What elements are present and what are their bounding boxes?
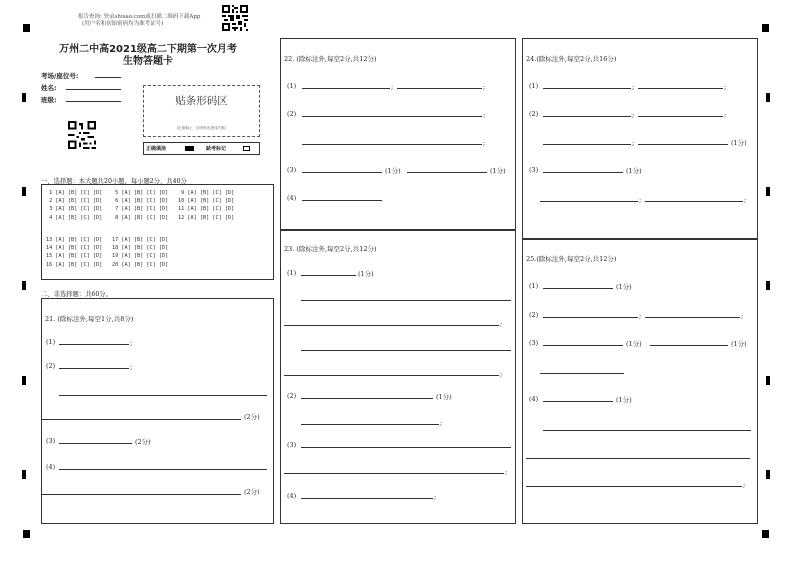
choice-bubble-a[interactable]: [A] [121, 206, 134, 213]
choice-bubble-d[interactable]: [D] [92, 245, 103, 252]
choice-row-q15[interactable] [46, 253, 102, 259]
q21-title: 21. (除标注外,每空1分,共8分) [45, 315, 134, 323]
choice-bubble-d[interactable]: [D] [158, 253, 169, 260]
choice-row-q16[interactable] [46, 262, 102, 268]
semicolon: ; [130, 363, 133, 371]
q23-blank[interactable] [284, 473, 504, 474]
choice-bubble-b[interactable]: [B] [67, 206, 81, 213]
choice-bubble-b[interactable]: [B] [199, 214, 213, 221]
question-number: 19 [112, 253, 122, 260]
choice-bubble-c[interactable]: [C] [80, 245, 93, 252]
q25-blank[interactable] [543, 430, 751, 431]
semicolon: ; [483, 139, 486, 147]
q25-blank[interactable] [526, 458, 750, 459]
report-notice: 报告查询: 登录shisao.com或扫描二维码下载App [78, 14, 201, 20]
q23-blank[interactable] [301, 300, 511, 301]
choice-row-q7[interactable] [112, 206, 168, 212]
choice-bubble-a[interactable]: [A] [121, 214, 134, 221]
timing-mark [22, 93, 26, 102]
password-notice: (用户名和初始密码均为准考证号) [82, 21, 164, 27]
q21-blank[interactable] [59, 443, 132, 444]
question-number: 17 [112, 237, 122, 243]
q22-points: (1分) [490, 167, 506, 175]
q25-item-4: (4) [529, 395, 539, 403]
semicolon: ; [130, 339, 133, 347]
semicolon: ; [743, 481, 746, 489]
choice-row-q3[interactable] [46, 206, 102, 212]
q25-points: (1分) [616, 283, 632, 291]
q25-item-1: (1) [529, 282, 539, 290]
q22-blank[interactable] [302, 144, 482, 145]
q24-item-3: (3) [529, 166, 539, 174]
q23-blank[interactable] [301, 424, 439, 425]
correct-fill-label: 正确填涂 [146, 146, 167, 152]
q22-item-4: (4) [287, 194, 297, 202]
q23-blank[interactable] [301, 447, 511, 448]
q23-blank[interactable] [284, 325, 499, 326]
choice-bubble-b[interactable]: [B] [133, 245, 147, 252]
choice-bubble-d[interactable]: [D] [158, 261, 169, 268]
filled-sample-icon [185, 146, 194, 151]
corner-mark-top-left [23, 24, 30, 32]
semicolon: ; [500, 370, 503, 378]
semicolon: ; [639, 312, 642, 320]
choice-bubble-d[interactable]: [D] [92, 206, 103, 213]
q23-item-2: (2) [287, 392, 297, 400]
semicolon: ; [632, 83, 635, 91]
q24-blank[interactable] [645, 201, 743, 202]
semicolon: ; [632, 111, 635, 119]
q21-blank[interactable] [59, 344, 129, 345]
choice-bubble-d[interactable]: [D] [92, 190, 103, 196]
semicolon: ; [434, 493, 437, 501]
q25-points: (1分) [626, 340, 642, 348]
choice-bubble-b[interactable]: [B] [199, 198, 213, 205]
choice-bubble-c[interactable]: [C] [80, 253, 93, 260]
q24-item-2: (2) [529, 110, 539, 118]
choice-bubble-b[interactable]: [B] [67, 237, 81, 243]
choice-bubble-a[interactable]: [A] [121, 261, 134, 268]
q24-title: 24.(除标注外,每空2分,共16分) [526, 55, 617, 63]
q25-blank[interactable] [543, 317, 638, 318]
q21-item-4: (4) [46, 463, 56, 471]
q21-answer-box [41, 298, 274, 524]
q25-blank[interactable] [543, 345, 623, 346]
timing-mark [766, 470, 770, 479]
question-number: 7 [112, 206, 122, 213]
q22-item-3: (3) [287, 166, 297, 174]
choice-row-q8[interactable] [112, 215, 168, 221]
question-number: 14 [46, 245, 56, 252]
question-number: 13 [46, 237, 56, 243]
q21-item-1: (1) [46, 338, 56, 346]
choice-bubble-a[interactable]: [A] [121, 190, 134, 196]
q23-blank[interactable] [301, 350, 511, 351]
choice-bubble-a[interactable]: [A] [121, 237, 134, 243]
q25-item-3: (3) [529, 339, 539, 347]
choice-bubble-c[interactable]: [C] [146, 245, 159, 252]
choice-bubble-c[interactable]: [C] [146, 253, 159, 260]
q21-blank[interactable] [59, 395, 267, 396]
choice-bubble-a[interactable]: [A] [55, 237, 68, 243]
q21-item-3: (3) [46, 437, 56, 445]
q22-blank[interactable] [302, 200, 382, 201]
timing-mark [766, 376, 770, 385]
question-number: 20 [112, 261, 122, 268]
question-number: 8 [112, 214, 122, 221]
q22-blank[interactable] [407, 172, 487, 173]
semicolon: ; [505, 468, 508, 476]
q23-points: (1分) [436, 393, 452, 401]
choice-bubble-b[interactable]: [B] [67, 190, 81, 196]
choice-row-q2[interactable] [46, 198, 102, 204]
question-number: 11 [178, 206, 188, 213]
q22-blank[interactable] [397, 88, 482, 89]
q22-blank[interactable] [302, 116, 482, 117]
name-label: 姓名: [41, 84, 57, 92]
semicolon: ; [741, 312, 744, 320]
choice-bubble-b[interactable]: [B] [199, 190, 213, 196]
choice-bubble-b[interactable]: [B] [67, 245, 81, 252]
choice-bubble-d[interactable]: [D] [92, 253, 103, 260]
class-field[interactable] [66, 101, 121, 102]
exam-room-field[interactable] [95, 77, 121, 78]
semicolon: ; [639, 196, 642, 204]
choice-bubble-a[interactable]: [A] [121, 253, 134, 260]
choice-bubble-c[interactable]: [C] [212, 190, 225, 196]
section2-heading: 二、非选择题：共60分。 [41, 291, 112, 298]
timing-mark [766, 281, 770, 290]
choice-bubble-d[interactable]: [D] [158, 245, 169, 252]
question-number: 1 [46, 190, 56, 196]
q21-item-2: (2) [46, 362, 56, 370]
q24-points: (1分) [626, 167, 642, 175]
choice-bubble-c[interactable]: [C] [80, 206, 93, 213]
q23-blank[interactable] [284, 375, 499, 376]
absent-mark-label: 缺考标记 [206, 146, 227, 152]
choice-bubble-c[interactable]: [C] [80, 237, 93, 243]
choice-bubble-a[interactable]: [A] [55, 206, 68, 213]
q24-blank[interactable] [638, 144, 728, 145]
q24-blank[interactable] [638, 88, 723, 89]
q22-title: 22. (除标注外,每空2分,共12分) [284, 55, 377, 63]
q24-blank[interactable] [638, 116, 723, 117]
semicolon: ; [483, 83, 486, 91]
choice-bubble-a[interactable]: [A] [55, 245, 68, 252]
q21-blank[interactable] [41, 494, 241, 495]
exam-room-label: 考场/座位号: [41, 72, 79, 80]
q24-blank[interactable] [543, 144, 631, 145]
q22-item-2: (2) [287, 110, 297, 118]
corner-mark-top-right [762, 24, 769, 32]
choice-bubble-d[interactable]: [D] [158, 206, 169, 213]
q25-blank[interactable] [526, 486, 742, 487]
q23-item-3: (3) [287, 441, 297, 449]
choice-bubble-c[interactable]: [C] [212, 198, 225, 205]
semicolon: ; [391, 83, 394, 91]
barcode-note: (正面朝上，切勿贴出虚线方框) [176, 126, 227, 130]
choice-bubble-b[interactable]: [B] [133, 261, 147, 268]
semicolon: ; [724, 83, 727, 91]
choice-row-q1[interactable] [46, 190, 102, 196]
q24-points: (1分) [731, 139, 747, 147]
question-number: 18 [112, 245, 122, 252]
q21-blank[interactable] [59, 368, 129, 369]
question-number: 9 [178, 190, 188, 196]
timing-mark [766, 93, 770, 102]
question-number: 12 [178, 214, 188, 221]
choice-bubble-c[interactable]: [C] [80, 190, 93, 196]
semicolon: ; [632, 139, 635, 147]
q23-blank[interactable] [301, 498, 433, 499]
choice-bubble-b[interactable]: [B] [67, 214, 81, 221]
choice-bubble-d[interactable]: [D] [158, 237, 169, 243]
semicolon: ; [500, 320, 503, 328]
choice-bubble-d[interactable]: [D] [92, 198, 103, 205]
choice-bubble-a[interactable]: [A] [187, 190, 200, 196]
q25-points: (1分) [731, 340, 747, 348]
semicolon: ; [724, 111, 727, 119]
q21-blank[interactable] [59, 469, 267, 470]
q24-blank[interactable] [543, 88, 631, 89]
choice-bubble-c[interactable]: [C] [146, 214, 159, 221]
choice-row-q13[interactable] [46, 237, 102, 243]
choice-row-q20[interactable] [112, 262, 168, 268]
question-number: 3 [46, 206, 56, 213]
q23-item-1: (1) [287, 269, 297, 277]
choice-bubble-a[interactable]: [A] [55, 261, 68, 268]
choice-bubble-d[interactable]: [D] [224, 190, 235, 196]
q24-blank[interactable] [543, 116, 631, 117]
choice-bubble-d[interactable]: [D] [158, 214, 169, 221]
q25-blank[interactable] [543, 401, 613, 402]
q25-blank[interactable] [645, 317, 740, 318]
choice-bubble-c[interactable]: [C] [146, 206, 159, 213]
choice-bubble-b[interactable]: [B] [199, 206, 213, 213]
q22-blank[interactable] [302, 172, 382, 173]
barcode-title: 贴条形码区 [175, 95, 228, 107]
choice-bubble-c[interactable]: [C] [146, 261, 159, 268]
qr-code-icon [222, 5, 248, 31]
choice-row-q4[interactable] [46, 215, 102, 221]
choice-row-q10[interactable] [178, 198, 234, 204]
absent-checkbox[interactable] [243, 146, 250, 151]
q24-blank[interactable] [543, 172, 623, 173]
exam-title: 万州二中高2021级高二下期第一次月考 [59, 44, 237, 55]
semicolon: ; [440, 419, 443, 427]
choice-row-q6[interactable] [112, 198, 168, 204]
choice-bubble-c[interactable]: [C] [212, 214, 225, 221]
choice-bubble-b[interactable]: [B] [133, 198, 147, 205]
q21-points: (2分) [135, 438, 151, 446]
choice-bubble-c[interactable]: [C] [146, 190, 159, 196]
q25-points: (1分) [616, 396, 632, 404]
timing-mark [22, 470, 26, 479]
question-number: 15 [46, 253, 56, 260]
choice-bubble-b[interactable]: [B] [67, 198, 81, 205]
question-number: 2 [46, 198, 56, 205]
choice-bubble-c[interactable]: [C] [212, 206, 225, 213]
timing-mark [22, 376, 26, 385]
q22-item-1: (1) [287, 82, 297, 90]
q22-points: (1分) [385, 167, 401, 175]
q25-item-2: (2) [529, 311, 539, 319]
q25-blank[interactable] [543, 288, 613, 289]
q25-blank[interactable] [650, 345, 728, 346]
choice-bubble-b[interactable]: [B] [133, 206, 147, 213]
choice-bubble-b[interactable]: [B] [133, 214, 147, 221]
q25-blank[interactable] [540, 373, 624, 374]
choice-row-q17[interactable] [112, 237, 168, 243]
choice-bubble-a[interactable]: [A] [55, 214, 68, 221]
choice-row-q11[interactable] [178, 206, 234, 212]
choice-bubble-c[interactable]: [C] [80, 198, 93, 205]
choice-bubble-d[interactable]: [D] [224, 206, 235, 213]
timing-mark [22, 281, 26, 290]
question-number: 5 [112, 190, 122, 196]
choice-bubble-a[interactable]: [A] [187, 214, 200, 221]
name-field[interactable] [66, 89, 121, 90]
choice-bubble-d[interactable]: [D] [158, 198, 169, 205]
exam-subtitle: 生物答题卡 [123, 56, 173, 67]
q24-blank[interactable] [540, 201, 638, 202]
choice-row-q18[interactable] [112, 245, 168, 251]
q23-blank[interactable] [301, 398, 433, 399]
choice-bubble-b[interactable]: [B] [133, 237, 147, 243]
corner-mark-bottom-right [762, 530, 769, 538]
question-number: 6 [112, 198, 122, 205]
q24-answer-box [522, 38, 758, 239]
choice-bubble-b[interactable]: [B] [67, 253, 81, 260]
choice-bubble-c[interactable]: [C] [146, 198, 159, 205]
choice-bubble-d[interactable]: [D] [224, 198, 235, 205]
q23-points: (1分) [358, 270, 374, 278]
timing-mark [766, 187, 770, 196]
q21-points: (2分) [244, 413, 260, 421]
choice-bubble-b[interactable]: [B] [133, 253, 147, 260]
choice-row-q19[interactable] [112, 253, 168, 259]
choice-bubble-d[interactable]: [D] [224, 214, 235, 221]
choice-bubble-b[interactable]: [B] [67, 261, 81, 268]
choice-bubble-a[interactable]: [A] [187, 198, 200, 205]
choice-bubble-d[interactable]: [D] [92, 237, 103, 243]
q23-item-4: (4) [287, 492, 297, 500]
choice-bubble-d[interactable]: [D] [92, 214, 103, 221]
semicolon: ; [483, 111, 486, 119]
semicolon: ; [744, 196, 747, 204]
choice-bubble-a[interactable]: [A] [187, 206, 200, 213]
corner-mark-bottom-left [23, 530, 30, 538]
choice-row-q12[interactable] [178, 215, 234, 221]
choice-row-q9[interactable] [178, 190, 234, 196]
q22-answer-box [280, 38, 516, 230]
q25-answer-box [522, 239, 758, 524]
question-number: 16 [46, 261, 56, 268]
q24-item-1: (1) [529, 82, 539, 90]
choice-bubble-a[interactable]: [A] [55, 198, 68, 205]
timing-mark [22, 187, 26, 196]
choice-bubble-a[interactable]: [A] [121, 245, 134, 252]
choice-row-q14[interactable] [46, 245, 102, 251]
choice-row-q5[interactable] [112, 190, 168, 196]
choice-bubble-b[interactable]: [B] [133, 190, 147, 196]
choice-bubble-a[interactable]: [A] [55, 253, 68, 260]
question-number: 10 [178, 198, 188, 205]
q21-points: (2分) [244, 488, 260, 496]
choice-bubble-c[interactable]: [C] [146, 237, 159, 243]
choice-bubble-c[interactable]: [C] [80, 214, 93, 221]
q21-blank[interactable] [41, 419, 241, 420]
q23-title: 23. (除标注外,每空2分,共12分) [284, 245, 377, 253]
q25-title: 25.(除标注外,每空2分,共12分) [526, 255, 617, 263]
choice-bubble-c[interactable]: [C] [80, 261, 93, 268]
class-label: 班级: [41, 96, 57, 104]
q22-blank[interactable] [302, 88, 390, 89]
qr-code-icon [68, 121, 96, 149]
choice-bubble-d[interactable]: [D] [158, 190, 169, 196]
choice-bubble-d[interactable]: [D] [92, 261, 103, 268]
choice-bubble-a[interactable]: [A] [55, 190, 68, 196]
section1-heading: 一、选择题：本大题共20小题，每小题2分，共40分 [41, 178, 187, 185]
question-number: 4 [46, 214, 56, 221]
q23-blank[interactable] [301, 275, 356, 276]
choice-bubble-a[interactable]: [A] [121, 198, 134, 205]
